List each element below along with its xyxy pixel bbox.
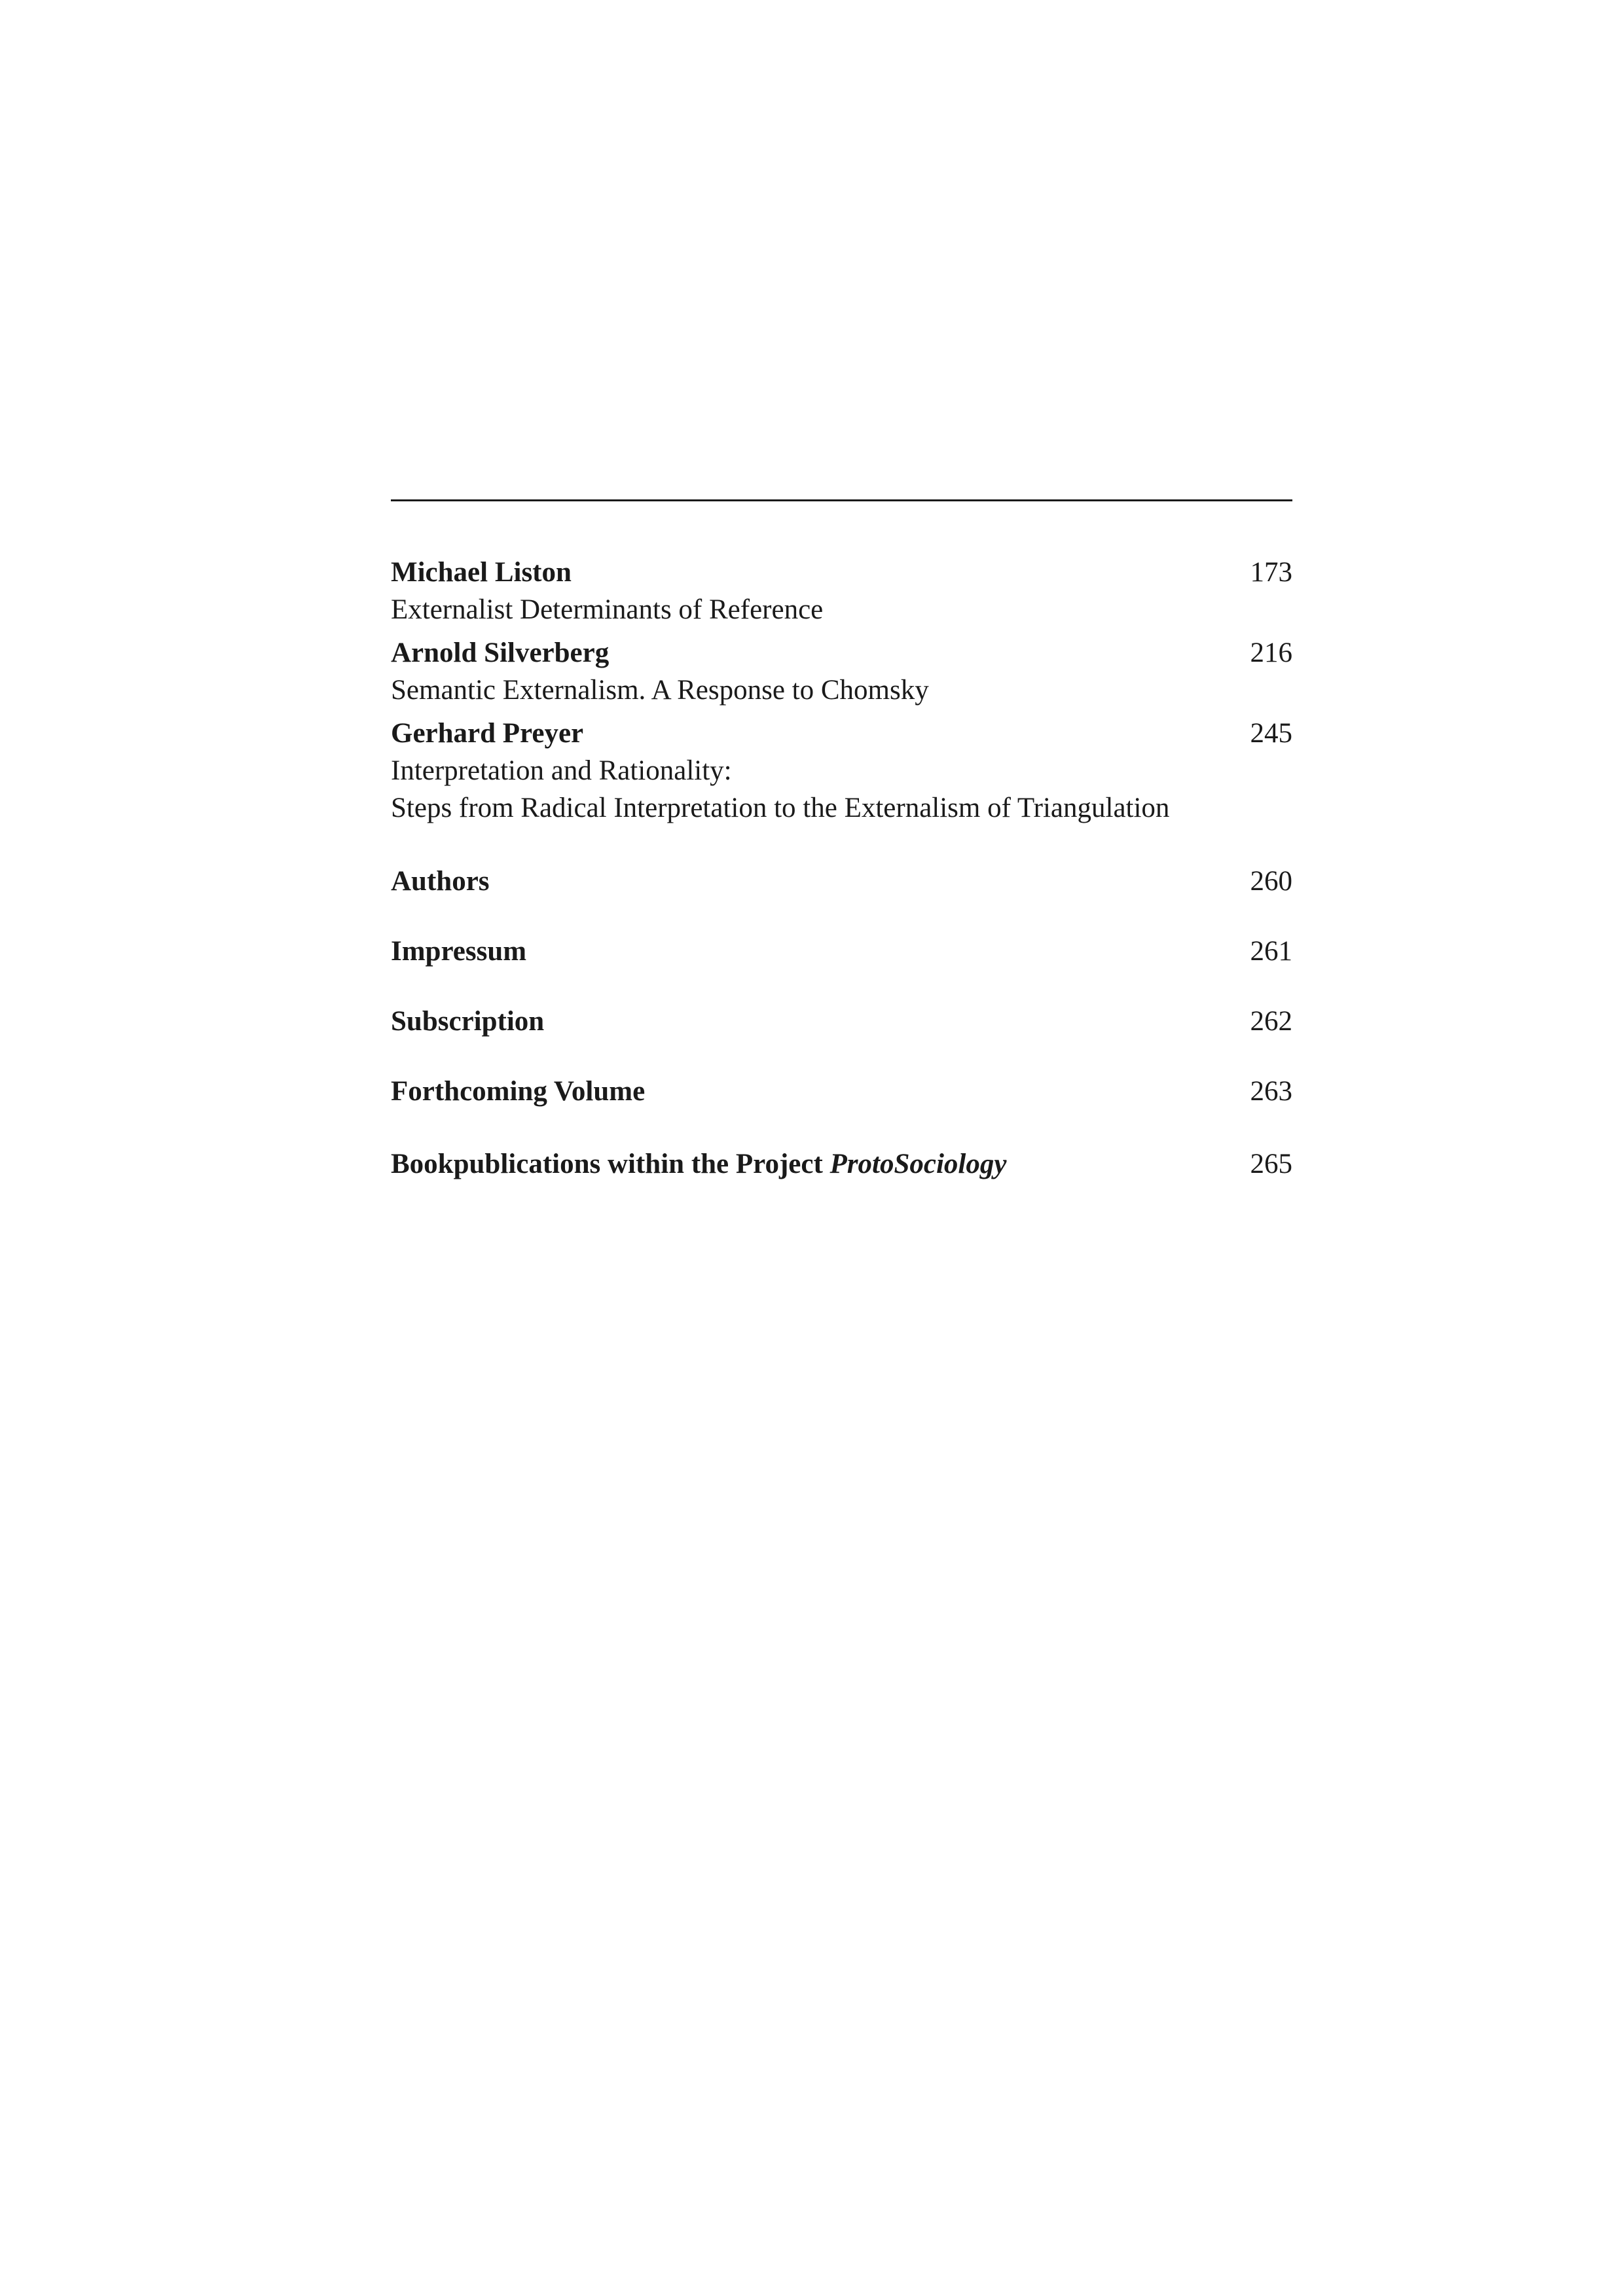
page-number: 263 [1250,1076,1292,1107]
section-label: Forthcoming Volume [391,1076,646,1107]
toc-section-bookpublications [391,1145,1292,1183]
article-title: Externalist Determinants of Reference [391,594,824,625]
page-number: 265 [1250,1149,1292,1179]
page-number: 216 [1250,637,1292,668]
article-title: Semantic Externalism. A Response to Chomsky [391,675,929,706]
author-name: Arnold Silverberg [391,637,610,668]
toc-section-authors [391,863,1292,900]
toc-entry-header [391,634,1292,672]
toc-entry-liston [391,554,1292,628]
toc-section-subscription [391,1003,1292,1040]
section-label: Authors [391,866,490,897]
project-name: ProtoSociology [830,1149,1007,1179]
page-number: 260 [1250,866,1292,897]
section-label-text: Bookpublications within the Project [391,1149,823,1179]
toc-entry-header [391,715,1292,752]
toc-entry-preyer [391,715,1292,827]
page-number: 173 [1250,557,1292,588]
author-name: Michael Liston [391,557,572,588]
toc-section-forthcoming-volume [391,1073,1292,1110]
article-title-line-1: Interpretation and Rationality: [391,755,732,786]
section-label [391,1149,1006,1179]
toc-entry-header [391,554,1292,591]
page-number: 261 [1250,936,1292,967]
article-title-line-2: Steps from Radical Interpretation to the Externalism of Triangulation [391,793,1170,823]
section-label: Subscription [391,1006,545,1037]
page-number: 262 [1250,1006,1292,1037]
toc-entry-silverberg [391,634,1292,709]
toc-section-impressum [391,933,1292,970]
section-label: Impressum [391,936,527,967]
author-name: Gerhard Preyer [391,718,584,749]
page-number: 245 [1250,718,1292,749]
top-rule [391,499,1292,501]
